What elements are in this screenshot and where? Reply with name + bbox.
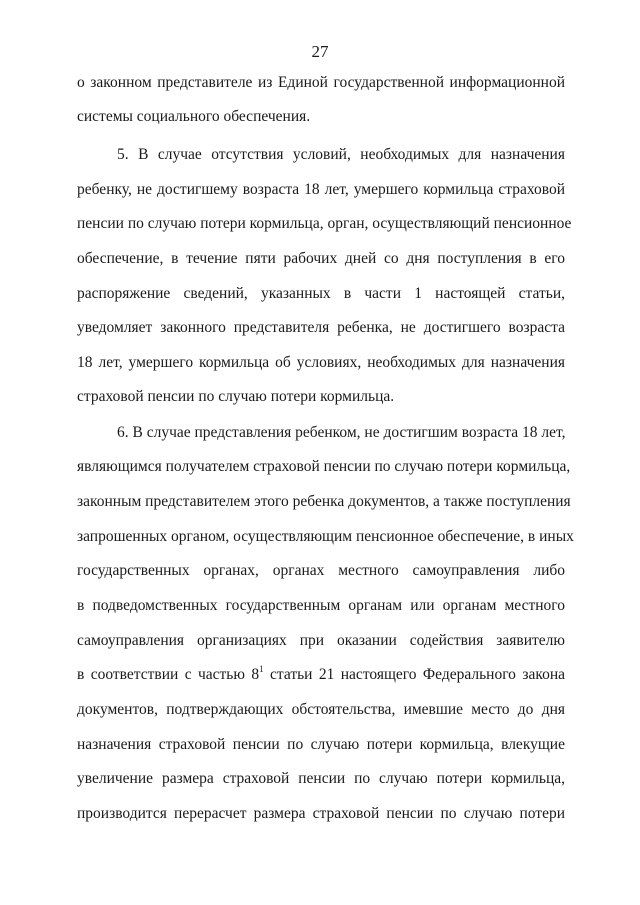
text-line: системы социального обеспечения. xyxy=(77,108,311,125)
superscript: 1 xyxy=(259,663,264,674)
text-line: о законном представителе из Единой государственной информационной xyxy=(77,74,565,91)
text-line: ребенку, не достигшему возраста 18 лет, умершего кормильца страховой xyxy=(77,181,565,198)
paragraph-start-line: 6. В случае представления ребенком, не достигшим возраста 18 лет, xyxy=(117,424,566,441)
text-line: самоуправления организациях при оказании содействия заявителю xyxy=(77,632,565,649)
paragraph-start-line: 5. В случае отсутствия условий, необходимых для назначения xyxy=(117,146,565,163)
text-line: государственных органах, органах местного самоуправления либо xyxy=(77,562,565,579)
text-line: пенсии по случаю потери кормильца, орган, осуществляющий пенсионное xyxy=(77,215,572,232)
text-line: распоряжение сведений, указанных в части 1 настоящей статьи, xyxy=(77,285,565,302)
text-line: документов, подтверждающих обстоятельства, имевшие место до дня xyxy=(77,701,565,718)
text-line: назначения страховой пенсии по случаю потери кормильца, влекущие xyxy=(77,736,565,753)
text-line-with-superscript xyxy=(77,665,565,685)
text-line: производится перерасчет размера страховой пенсии по случаю потери xyxy=(77,805,565,822)
text-segment: статьи 21 настоящего Федерального закона xyxy=(263,666,565,683)
page-number: 27 xyxy=(311,42,329,61)
text-line: являющимся получателем страховой пенсии по случаю потери кормильца, xyxy=(77,458,571,475)
text-line: обеспечение, в течение пяти рабочих дней со дня поступления в его xyxy=(77,250,565,267)
text-line: уведомляет законного представителя ребенка, не достигшего возраста xyxy=(77,319,565,336)
text-line: законным представителем этого ребенка документов, а также поступления xyxy=(77,493,571,510)
text-line: страховой пенсии по случаю потери кормильца. xyxy=(77,388,395,405)
text-line: в подведомственных государственным органам или органам местного xyxy=(77,597,565,614)
text-line: 18 лет, умершего кормильца об условиях, необходимых для назначения xyxy=(77,354,565,371)
text-segment: в соответствии с частью 8 xyxy=(77,666,260,683)
text-line: запрошенных органом, осуществляющим пенсионное обеспечение, в иных xyxy=(77,528,574,545)
text-line: увеличение размера страховой пенсии по случаю потери кормильца, xyxy=(77,770,565,787)
